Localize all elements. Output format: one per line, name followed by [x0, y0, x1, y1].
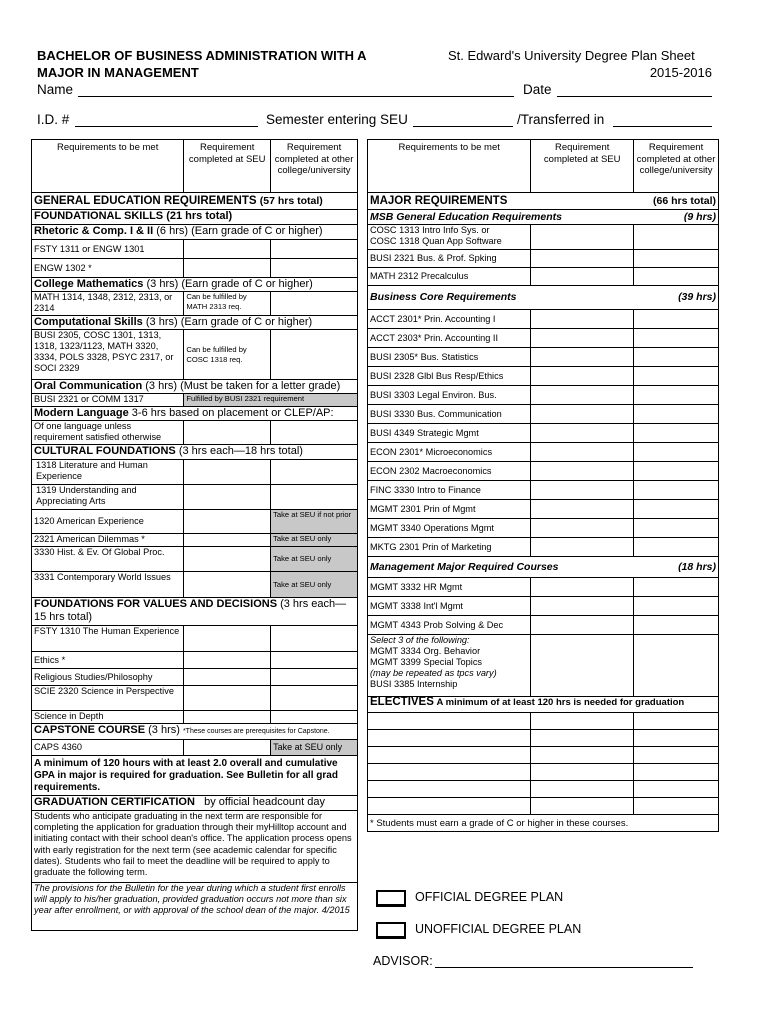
select-3-block: Select 3 of the following: MGMT 3334 Org. Behavior MGMT 3399 Special Topics (may be repeated as tpcs vary) BUSI 3385 Internship [368, 635, 531, 697]
core-seu-cell[interactable] [531, 481, 634, 500]
name-field[interactable] [78, 96, 514, 97]
core-item: MGMT 2301 Prin of Mgmt [368, 500, 531, 519]
core-item: BUSI 2305* Bus. Statistics [368, 348, 531, 367]
advisor-field[interactable] [435, 967, 693, 968]
provisions-note: The provisions for the Bulletin for the year during which a student first enrolls will apply to his/her graduation, provided graduation occurs not more than six year after enrollment, or with approval of the school dean of the major. 4/2015 [32, 883, 358, 931]
select-seu-cell[interactable] [531, 635, 634, 697]
busi2321-other-cell[interactable] [634, 250, 719, 268]
c1319-row: 1319 Understanding and Appreciating Arts [32, 485, 184, 510]
elective-other-cell[interactable] [634, 798, 719, 815]
core-other-cell[interactable] [634, 481, 719, 500]
core-item: ACCT 2303* Prin. Accounting II [368, 329, 531, 348]
core-item: ECON 2302 Macroeconomics [368, 462, 531, 481]
oral-header: Oral Communication (3 hrs) (Must be taken for a letter grade) [32, 380, 358, 394]
core-seu-cell[interactable] [531, 424, 634, 443]
busi2321-row: BUSI 2321 Bus. & Prof. Spking [368, 250, 531, 268]
cosc-seu-cell[interactable] [531, 225, 634, 250]
core-other-cell[interactable] [634, 500, 719, 519]
elective-row[interactable] [368, 730, 531, 747]
lang-other-cell[interactable] [271, 421, 358, 445]
comp-courses: BUSI 2305, COSC 1301, 1313, 1318, 1323/1123, MATH 3320, 3334, POLS 3328, PSYC 2317, or SOCI 2329 [32, 330, 184, 380]
elective-row[interactable] [368, 798, 531, 815]
core-seu-cell[interactable] [531, 500, 634, 519]
lang-seu-cell[interactable] [184, 421, 271, 445]
c3331-note: Take at SEU only [271, 572, 358, 598]
elective-seu-cell[interactable] [531, 730, 634, 747]
select-other-cell[interactable] [634, 635, 719, 697]
right-col-other: Requirement completed at other college/university [634, 140, 719, 193]
elective-seu-cell[interactable] [531, 798, 634, 815]
c1320-note: Take at SEU if not prior [271, 510, 358, 534]
c1320-row: 1320 American Experience [32, 510, 184, 534]
comp-fulfill-note: Can be fulfilled by COSC 1318 req. [184, 330, 271, 380]
math-courses: MATH 1314, 1348, 2312, 2313, or 2314 [32, 292, 184, 316]
elective-other-cell[interactable] [634, 781, 719, 798]
right-col-requirements: Requirements to be met [368, 140, 531, 193]
core-other-cell[interactable] [634, 405, 719, 424]
core-seu-cell[interactable] [531, 538, 634, 557]
core-item: FINC 3330 Intro to Finance [368, 481, 531, 500]
major-header: MAJOR REQUIREMENTS (66 hrs total) [368, 193, 719, 210]
mgmt-item: MGMT 4343 Prob Solving & Dec [368, 616, 531, 635]
fsty1310-other-cell[interactable] [271, 626, 358, 652]
values-header: FOUNDATIONS FOR VALUES AND DECISIONS (3 hrs each—15 hrs total) [32, 598, 358, 626]
core-other-cell[interactable] [634, 348, 719, 367]
sci-depth-row: Science in Depth [32, 711, 184, 724]
mgmt-other-cell[interactable] [634, 597, 719, 616]
right-col-seu: Requirement completed at SEU [531, 140, 634, 193]
semester-field[interactable] [413, 126, 513, 127]
scie-seu-cell[interactable] [184, 686, 271, 711]
college-math-header: College Mathematics (3 hrs) (Earn grade of C or higher) [32, 278, 358, 292]
mgmt-seu-cell[interactable] [531, 578, 634, 597]
transferred-field[interactable] [613, 126, 712, 127]
scie-other-cell[interactable] [271, 686, 358, 711]
math2312-row: MATH 2312 Precalculus [368, 268, 531, 286]
core-item: BUSI 2328 Glbl Bus Resp/Ethics [368, 367, 531, 386]
mgmt-item: MGMT 3332 HR Mgmt [368, 578, 531, 597]
core-seu-cell[interactable] [531, 348, 634, 367]
grad-instructions: Students who anticipate graduating in the next term are responsible for completing the application for graduation through their myHilltop account and initiating contact with their school dean's office. The application process opens with early registration for the next term (see academic calendar for specific dates). Students who fail to meet the deadline will be required to apply to graduate the following term. [32, 811, 358, 883]
msb-header: MSB General Education Requirements (9 hrs) [368, 210, 719, 225]
unofficial-plan-checkbox[interactable] [376, 922, 406, 939]
core-seu-cell[interactable] [531, 443, 634, 462]
mgmt-item: MGMT 3338 Int'l Mgmt [368, 597, 531, 616]
semester-label: Semester entering SEU [266, 112, 408, 127]
ethics-other-cell[interactable] [271, 652, 358, 669]
mgmt-other-cell[interactable] [634, 616, 719, 635]
engw-other-cell[interactable] [271, 259, 358, 278]
ethics-seu-cell[interactable] [184, 652, 271, 669]
core-other-cell[interactable] [634, 310, 719, 329]
min-120-note: A minimum of 120 hours with at least 2.0 overall and cumulative GPA in major is required for graduation. See Bulletin for all grad requirements. [32, 756, 358, 796]
university-title: St. Edward's University Degree Plan Sheet [448, 48, 695, 63]
left-col-seu: Requirement completed at SEU [184, 140, 271, 193]
c1319-other-cell[interactable] [271, 485, 358, 510]
core-header: Business Core Requirements (39 hrs) [368, 286, 719, 310]
one-language-note: Of one language unless requirement satisfied otherwise [32, 421, 184, 445]
c2321-seu-cell[interactable] [184, 534, 271, 547]
busi2321-seu-cell[interactable] [531, 250, 634, 268]
elective-other-cell[interactable] [634, 764, 719, 781]
mgmt-seu-cell[interactable] [531, 616, 634, 635]
core-seu-cell[interactable] [531, 462, 634, 481]
plan-year: 2015-2016 [649, 65, 712, 80]
c3330-seu-cell[interactable] [184, 547, 271, 572]
core-other-cell[interactable] [634, 519, 719, 538]
core-other-cell[interactable] [634, 462, 719, 481]
core-other-cell[interactable] [634, 329, 719, 348]
modern-lang-header: Modern Language 3-6 hrs based on placement or CLEP/AP: [32, 407, 358, 421]
cultural-header: CULTURAL FOUNDATIONS (3 hrs each—18 hrs total) [32, 445, 358, 460]
busi-fulfill-note: Fulfilled by BUSI 2321 requirement [184, 394, 358, 407]
elective-other-cell[interactable] [634, 730, 719, 747]
unofficial-plan-label: UNOFFICIAL DEGREE PLAN [415, 922, 582, 936]
ethics-row: Ethics * [32, 652, 184, 669]
c1320-seu-cell[interactable] [184, 510, 271, 534]
engw-row: ENGW 1302 * [32, 259, 184, 278]
elective-seu-cell[interactable] [531, 781, 634, 798]
foundational-header: FOUNDATIONAL SKILLS (21 hrs total) [32, 210, 358, 225]
c3330-row: 3330 Hist. & Ev. Of Global Proc. [32, 547, 184, 572]
fsty1310-row: FSTY 1310 The Human Experience [32, 626, 184, 652]
date-label: Date [523, 82, 552, 97]
c2321-note: Take at SEU only [271, 534, 358, 547]
math-other-cell[interactable] [271, 292, 358, 316]
core-item: ECON 2301* Microeconomics [368, 443, 531, 462]
core-seu-cell[interactable] [531, 367, 634, 386]
math2312-other-cell[interactable] [634, 268, 719, 286]
title-line-2: MAJOR IN MANAGEMENT [37, 65, 199, 80]
core-other-cell[interactable] [634, 538, 719, 557]
fsty-other-cell[interactable] [271, 240, 358, 259]
caps-seu-cell[interactable] [184, 740, 271, 756]
c3330-note: Take at SEU only [271, 547, 358, 572]
core-item: BUSI 3330 Bus. Communication [368, 405, 531, 424]
core-seu-cell[interactable] [531, 405, 634, 424]
left-requirements-table [31, 139, 358, 931]
core-other-cell[interactable] [634, 424, 719, 443]
core-other-cell[interactable] [634, 367, 719, 386]
transferred-label: /Transferred in [517, 112, 605, 127]
elective-other-cell[interactable] [634, 713, 719, 730]
elective-row[interactable] [368, 713, 531, 730]
core-seu-cell[interactable] [531, 386, 634, 405]
elective-other-cell[interactable] [634, 747, 719, 764]
comp-other-cell[interactable] [271, 330, 358, 380]
left-col-other: Requirement completed at other college/university [271, 140, 358, 193]
core-item: BUSI 3303 Legal Environ. Bus. [368, 386, 531, 405]
fsty-seu-cell[interactable] [184, 240, 271, 259]
core-seu-cell[interactable] [531, 329, 634, 348]
name-label: Name [37, 82, 74, 97]
core-item: MGMT 3340 Operations Mgmt [368, 519, 531, 538]
core-other-cell[interactable] [634, 386, 719, 405]
core-item: ACCT 2301* Prin. Accounting I [368, 310, 531, 329]
busi-comm: BUSI 2321 or COMM 1317 [32, 394, 184, 407]
religious-row: Religious Studies/Philosophy [32, 669, 184, 686]
core-seu-cell[interactable] [531, 310, 634, 329]
capstone-header: CAPSTONE COURSE (3 hrs) *These courses are prerequisites for Capstone. [32, 724, 358, 740]
grade-c-note: * Students must earn a grade of C or higher in these courses. [368, 815, 719, 832]
elective-seu-cell[interactable] [531, 713, 634, 730]
grad-cert-header: GRADUATION CERTIFICATION by official headcount day [32, 796, 358, 811]
fsty1310-seu-cell[interactable] [184, 626, 271, 652]
elective-row[interactable] [368, 781, 531, 798]
sci-depth-other-cell[interactable] [271, 711, 358, 724]
religious-seu-cell[interactable] [184, 669, 271, 686]
religious-other-cell[interactable] [271, 669, 358, 686]
c1318-row: 1318 Literature and Human Experience [32, 460, 184, 485]
scie-row: SCIE 2320 Science in Perspective [32, 686, 184, 711]
gen-ed-header: GENERAL EDUCATION REQUIREMENTS (57 hrs total) [32, 193, 358, 210]
left-col-requirements: Requirements to be met [32, 140, 184, 193]
electives-header: ELECTIVES A minimum of at least 120 hrs is needed for graduation [368, 697, 719, 713]
sci-depth-seu-cell[interactable] [184, 711, 271, 724]
elective-seu-cell[interactable] [531, 747, 634, 764]
official-plan-label: OFFICIAL DEGREE PLAN [415, 890, 564, 904]
core-item: BUSI 4349 Strategic Mgmt [368, 424, 531, 443]
elective-row[interactable] [368, 764, 531, 781]
mgmt-other-cell[interactable] [634, 578, 719, 597]
math-fulfill-note: Can be fulfilled by MATH 2313 req. [184, 292, 271, 316]
mgmt-seu-cell[interactable] [531, 597, 634, 616]
title-line-1: BACHELOR OF BUSINESS ADMINISTRATION WITH A [37, 48, 367, 63]
c3331-seu-cell[interactable] [184, 572, 271, 598]
cosc-row: COSC 1313 Intro Info Sys. or COSC 1318 Quan App Software [368, 225, 531, 250]
caps-row: CAPS 4360 [32, 740, 184, 756]
elective-row[interactable] [368, 747, 531, 764]
advisor-label: ADVISOR: [373, 954, 433, 968]
date-field[interactable] [557, 96, 712, 97]
official-plan-checkbox[interactable] [376, 890, 406, 907]
engw-seu-cell[interactable] [184, 259, 271, 278]
core-other-cell[interactable] [634, 443, 719, 462]
id-label: I.D. # [37, 112, 70, 127]
elective-seu-cell[interactable] [531, 764, 634, 781]
caps-note: Take at SEU only [271, 740, 358, 756]
fsty-row: FSTY 1311 or ENGW 1301 [32, 240, 184, 259]
c1318-seu-cell[interactable] [184, 460, 271, 485]
rhetoric-header: Rhetoric & Comp. I & II (6 hrs) (Earn grade of C or higher) [32, 225, 358, 240]
c2321-row: 2321 American Dilemmas * [32, 534, 184, 547]
c3331-row: 3331 Contemporary World Issues [32, 572, 184, 598]
c1318-other-cell[interactable] [271, 460, 358, 485]
right-requirements-table [367, 139, 719, 832]
math2312-seu-cell[interactable] [531, 268, 634, 286]
core-seu-cell[interactable] [531, 519, 634, 538]
mgmt-header: Management Major Required Courses (18 hrs) [368, 557, 719, 578]
cosc-other-cell[interactable] [634, 225, 719, 250]
id-field[interactable] [75, 126, 258, 127]
comp-skills-header: Computational Skills (3 hrs) (Earn grade of C or higher) [32, 316, 358, 330]
core-item: MKTG 2301 Prin of Marketing [368, 538, 531, 557]
c1319-seu-cell[interactable] [184, 485, 271, 510]
